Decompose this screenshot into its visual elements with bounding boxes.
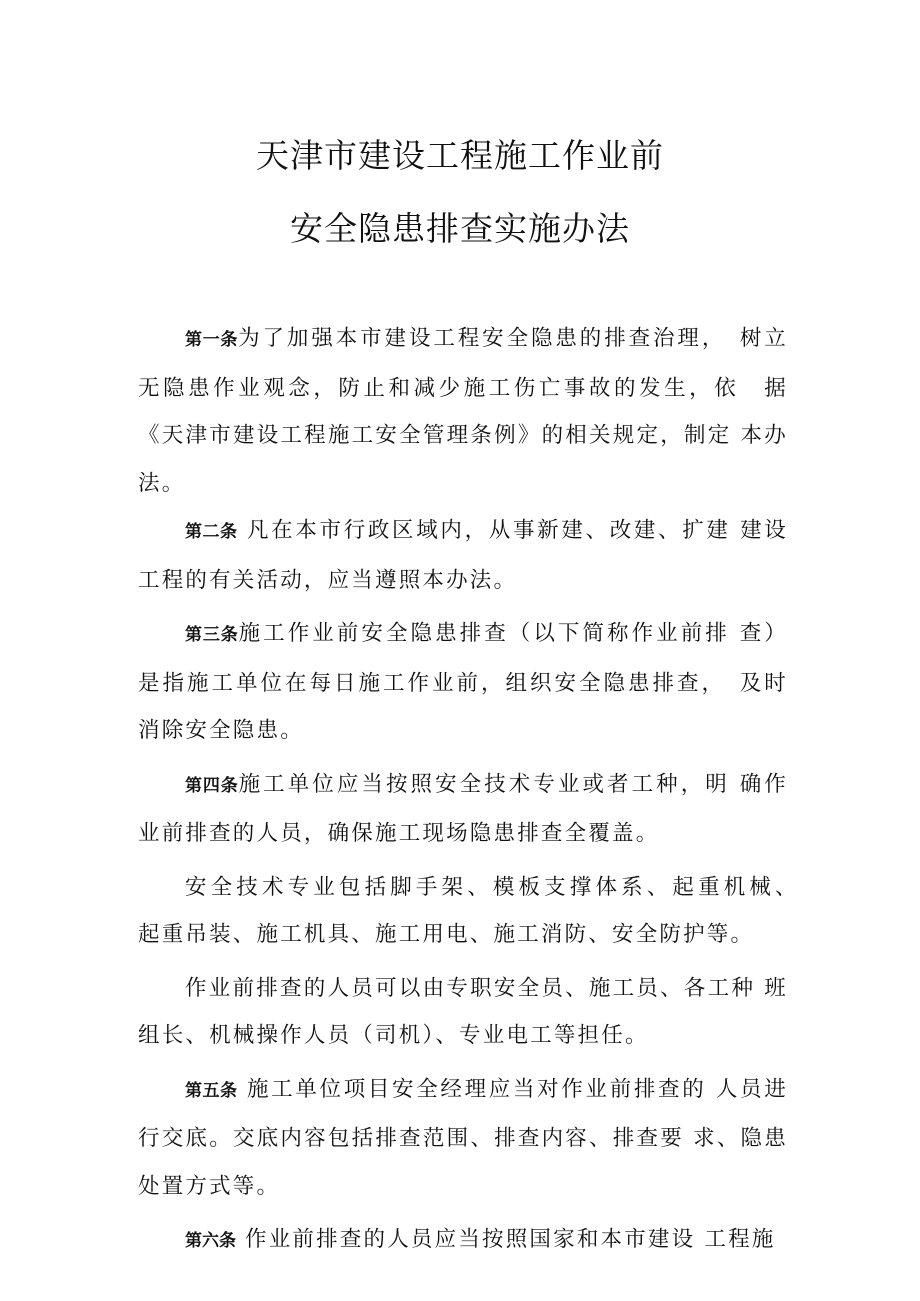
article-4	[138, 761, 788, 858]
article-number: 第五条	[185, 1080, 238, 1101]
article-text: 施工单位项目安全经理应当对作业前排查的 人员进行交底。交底内容包括排查范围、排查内容、排查要 求、隐患处置方式等。	[138, 1076, 788, 1199]
article-number: 第一条	[185, 330, 239, 350]
article-4-paragraph-2	[138, 864, 812, 959]
article-1	[138, 315, 788, 507]
paragraph-text: 作业前排查的人员可以由专职安全员、施工员、各工种 班组长、机械操作人员（司机）、专业电工等担任。	[138, 975, 788, 1048]
document-title-line-2: 安全隐患排查实施办法	[290, 209, 630, 248]
document-title-line-1: 天津市建设工程施工作业前	[256, 136, 664, 175]
article-5	[138, 1066, 788, 1211]
article-3	[138, 610, 788, 755]
article-number: 第二条	[185, 522, 238, 542]
article-text: 作业前排查的人员应当按照国家和本市建设 工程施	[236, 1227, 776, 1252]
article-text: 凡在本市行政区域内，从事新建、改建、扩建 建设工程的有关活动，应当遵照本办法。	[138, 518, 788, 593]
article-text: 为了加强本市建设工程安全隐患的排查治理， 树立无隐患作业观念，防止和减少施工伤亡事故的发生，依 据《天津市建设工程施工安全管理条例》的相关规定，制定 本办法。	[138, 326, 789, 496]
article-text: 施工作业前安全隐患排查（以下简称作业前排 查）是指施工单位在每日施工作业前，组织安全隐患排查， 及时消除安全隐患。	[138, 621, 789, 743]
document-body	[138, 315, 812, 1266]
paragraph-text: 安全技术专业包括脚手架、模板支撑体系、起重机械、 起重吊装、施工机具、施工用电、施工消防、安全防护等。	[138, 874, 812, 947]
article-number: 第六条	[185, 1231, 236, 1251]
article-4-paragraph-3	[138, 965, 788, 1060]
article-6	[138, 1216, 788, 1266]
article-number: 第三条	[185, 625, 239, 645]
article-2	[138, 507, 788, 604]
article-number: 第四条	[185, 775, 239, 796]
article-text: 施工单位应当按照安全技术专业或者工种，明 确作业前排查的人员，确保施工现场隐患排查全覆盖。	[138, 771, 789, 846]
